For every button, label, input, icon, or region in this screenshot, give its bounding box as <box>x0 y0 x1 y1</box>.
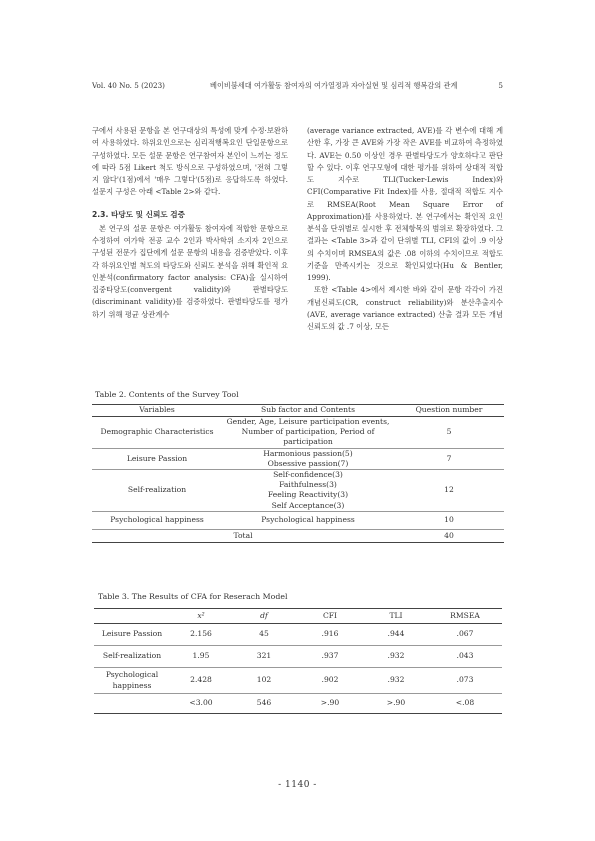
running-title: 베이비붐세대 여가활동 참여자의 여가열정과 자아실현 및 심리적 행복감의 관계 <box>210 81 458 90</box>
table-cell: 321 <box>232 646 296 668</box>
table-cell: Psychological happiness <box>94 668 170 694</box>
contents-line: Obsessive passion(7) <box>267 458 349 468</box>
total-value: 40 <box>394 529 504 542</box>
contents-line: Psychological happiness <box>261 515 355 525</box>
table-cell: 546 <box>232 694 296 714</box>
table-cell: Self-realization <box>94 646 170 668</box>
running-header <box>92 81 503 93</box>
table-cell: .916 <box>296 624 364 646</box>
table-cell: 102 <box>232 668 296 694</box>
table-row <box>94 668 502 694</box>
variable-cell: Leisure Passion <box>92 448 222 469</box>
contents-line: Number of participation, Period of <box>241 427 375 437</box>
number-cell: 10 <box>444 515 454 525</box>
table-cell: 2.428 <box>170 668 232 694</box>
column-header: x² <box>170 609 232 624</box>
column-header <box>94 609 170 624</box>
column-header: df <box>232 609 296 624</box>
table-row <box>94 624 502 646</box>
table-cell: .932 <box>364 668 428 694</box>
paragraph: (average variance extracted, AVE)를 각 변수에 대해 계산한 후, 가장 큰 AVE와 가장 작은 AVE를 비교하여 측정하였다. AVE는 0.50 이상인 경우 판별타당도가 양호하다고 판단할 수 있다. 이후 연구모형에 대한 평가를 위하여 상대적 적합도 지수로 TLI(Tucker-Lewis Index)와 CFI(Comparative Fit Index)를 사용, 절대적 적합도 지수로 RMSEA(Root Mean Square Error of Approximation)를 사용하였다. 본 연구에서는 확인적 요인분석을 단위별로 실시한 후 전체항목의 범위로 확장하였다. 그 결과는 <Table 3>과 같이 단위별 TLI, CFI의 값이 .9 이상의 수치이며 RMSEA의 값은 .08 이하의 수치이므로 적합도 기준을 만족시키는 것으로 확인되었다(Hu & Bentler, 1999). <box>307 126 503 282</box>
table-cell <box>94 694 170 714</box>
table-cell: .043 <box>428 646 502 668</box>
contents-line: participation <box>283 437 333 447</box>
number-cell: 12 <box>394 470 504 512</box>
variable-cell: Demographic Characteristics <box>92 417 222 449</box>
table-cell: 45 <box>232 624 296 646</box>
table-header-row <box>92 405 504 417</box>
contents-cell <box>222 417 394 449</box>
number-cell: 7 <box>394 448 504 469</box>
table-cell: >.90 <box>296 694 364 714</box>
table-cell: Leisure Passion <box>94 624 170 646</box>
variable-cell: Self-realization <box>92 470 222 512</box>
variable-cell: Psychological happiness <box>110 515 204 525</box>
table-cell: 1.95 <box>170 646 232 668</box>
table-cell: .902 <box>296 668 364 694</box>
paragraph: 구에서 사용된 문항을 본 연구대상의 특성에 맞게 수정·보완하여 사용하였다. 하위요인으로는 심리적행복요인 단일문항으로 구성하였다. 모든 설문 문항은 연구참여자 본인이 느끼는 정도에 따라 5점 Likert 척도 방식으로 구성하였으며, '전혀 그렇지 않다'(1점)에서 '매우 그렇다'(5점)로 응답하도록 하였다. 설문지 구성은 아래 <Table 2>와 같다. <box>92 126 288 197</box>
contents-line: Self-confidence(3) <box>273 470 343 480</box>
table2 <box>92 404 504 543</box>
contents-line: Feeling Reactivity(3) <box>267 490 349 500</box>
table-row <box>92 417 504 449</box>
column-header: TLI <box>364 609 428 624</box>
paragraph: 또한 <Table 4>에서 제시한 바와 같이 문항 각각이 가진 개념신뢰도(CR, construct reliability)와 분산추출지수(AVE, average variance extracted) 산출 결과 모든 개념신뢰도의 값 .7 이상, 모든 <box>307 285 503 331</box>
contents-cell <box>222 511 394 529</box>
table-cell: <.08 <box>428 694 502 714</box>
table3 <box>94 608 502 714</box>
table-header-row <box>94 609 502 624</box>
contents-line: Gender, Age, Leisure participation events, <box>226 417 390 426</box>
table-row <box>94 646 502 668</box>
column-header: RMSEA <box>428 609 502 624</box>
journal-volume: Vol. 40 No. 5 (2023) <box>92 81 165 90</box>
table3-caption: Table 3. The Results of CFA for Reserach Model <box>98 592 288 601</box>
table-cell: .937 <box>296 646 364 668</box>
total-row <box>92 529 504 542</box>
section-heading: 2.3. 타당도 및 신뢰도 검증 <box>92 209 185 219</box>
table-cell: <3.00 <box>170 694 232 714</box>
table-row <box>92 448 504 469</box>
contents-line: Faithfulness(3) <box>279 480 337 490</box>
table-cell: .073 <box>428 668 502 694</box>
contents-line: Self Acceptance(3) <box>271 500 345 510</box>
header-page-number: 5 <box>498 81 503 90</box>
table-cell: 2.156 <box>170 624 232 646</box>
table-cell: .932 <box>364 646 428 668</box>
criteria-row <box>94 694 502 714</box>
table-cell: .067 <box>428 624 502 646</box>
paragraph: 본 연구의 설문 문항은 여가활동 참여자에 적합한 문항으로 수정하여 여가학 전공 교수 2인과 박사학위 소지자 2인으로 구성된 전문가 집단에게 설문 문항의 내용을 검증받았다. 이후 각 하위요인별 척도의 타당도와 신뢰도 분석을 위해 확인적 요인분석(confirmatory factor analysis: CFA)을 실시하여 집중타당도(convergent validity)와 판별타당도(discriminant validity)를 검증하였다. 판별타당도를 평가하기 위해 평균 상관계수 <box>92 223 288 319</box>
total-label: Total <box>92 529 394 542</box>
contents-cell <box>222 448 394 469</box>
left-column <box>92 125 288 321</box>
table2-caption: Table 2. Contents of the Survey Tool <box>95 390 239 399</box>
page-number: - 1140 - <box>278 780 317 790</box>
column-header: Sub factor and Contents <box>222 405 394 417</box>
contents-cell <box>222 470 394 512</box>
table-row <box>92 511 504 529</box>
column-header: Variables <box>92 405 222 417</box>
table-cell: >.90 <box>364 694 428 714</box>
table-row <box>92 470 504 512</box>
number-cell: 5 <box>394 417 504 449</box>
contents-line: Harmonious passion(5) <box>263 448 353 458</box>
column-header: Question number <box>394 405 504 417</box>
right-column <box>307 125 503 333</box>
column-header: CFI <box>296 609 364 624</box>
table-cell: .944 <box>364 624 428 646</box>
